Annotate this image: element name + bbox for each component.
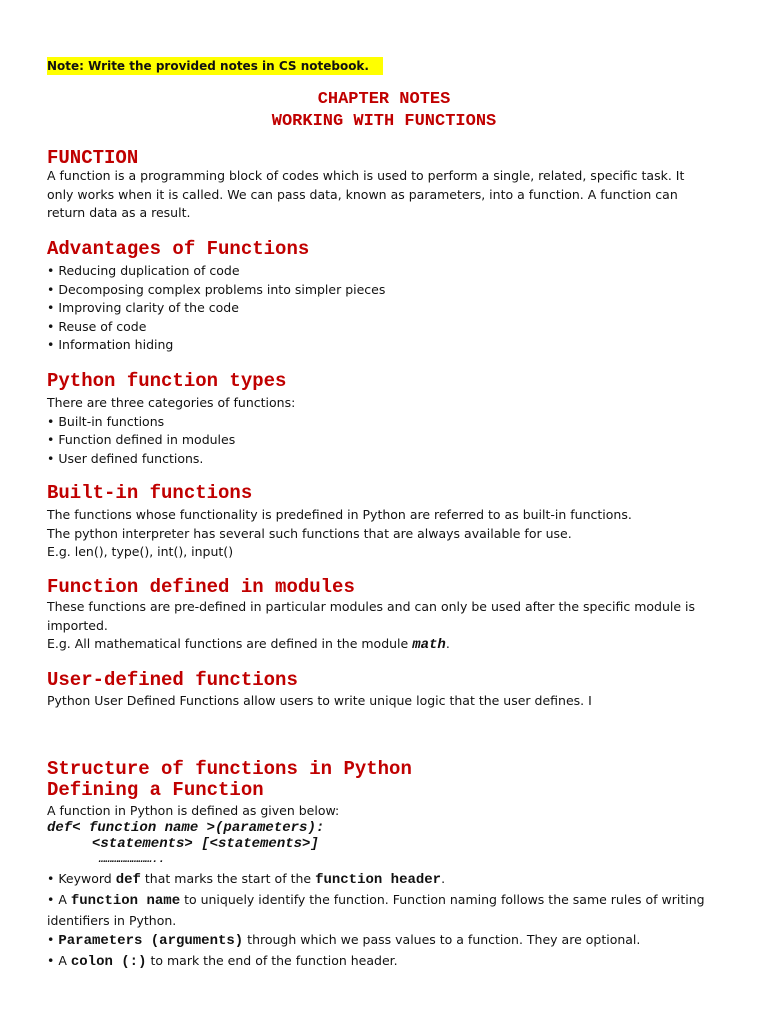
bullet-text: to mark the end of the function header.: [146, 953, 398, 968]
bullet-text: • Keyword: [47, 871, 116, 886]
heading-advantages: Advantages of Functions: [47, 238, 310, 260]
note-highlight: Note: Write the provided notes in CS notebook.: [47, 57, 383, 75]
builtin-example: E.g. len(), type(), int(), input(): [47, 544, 234, 559]
list-item: • Information hiding: [47, 337, 174, 352]
builtin-line: The functions whose functionality is predefined in Python are referred to as built-in functions.: [47, 507, 632, 522]
chapter-subtitle: WORKING WITH FUNCTIONS: [271, 112, 497, 131]
heading-function-types: Python function types: [47, 370, 287, 392]
modules-example: [47, 635, 707, 655]
heading-user-defined: User-defined functions: [47, 669, 298, 691]
list-item: • Reuse of code: [47, 318, 147, 334]
bullet-text: through which we pass values to a function. They are optional.: [243, 932, 641, 947]
bullet-function-name: [47, 890, 707, 930]
bullet-text: .: [441, 871, 446, 886]
bullet-text: •: [47, 932, 59, 947]
heading-structure: Structure of functions in Python: [47, 758, 412, 780]
builtin-text: [47, 506, 707, 562]
heading-builtin: Built-in functions: [47, 482, 253, 504]
bullet-text: • A: [47, 892, 71, 907]
modules-line: These functions are pre-defined in particular modules and can only be used after the specific module is imported.: [47, 599, 696, 633]
colon-code: colon (:): [70, 954, 147, 970]
bullet-colon: [47, 951, 707, 972]
structure-intro: A function in Python is defined as given below:: [47, 803, 340, 818]
code-line-def: def< function name >(parameters):: [47, 820, 325, 836]
heading-function: FUNCTION: [47, 147, 139, 169]
bullet-text: that marks the start of the: [140, 871, 316, 886]
list-item: • Built-in functions: [47, 413, 165, 429]
bullet-keyword: [47, 869, 707, 890]
list-item: • Function defined in modules: [47, 432, 236, 447]
list-item: • Reducing duplication of code: [47, 263, 240, 278]
bullet-parameters: [47, 930, 707, 951]
user-defined-text: Python User Defined Functions allow users to write unique logic that the user defines. I: [47, 693, 592, 708]
modules-text: [47, 598, 707, 655]
function-definition: A function is a programming block of codes which is used to perform a single, related, specific task. It only works when it is called. We can pass data, known as parameters, into a function. A function can return data as a result.: [47, 168, 685, 220]
function-name-code: function name: [70, 893, 181, 909]
math-code: math: [412, 637, 446, 653]
heading-modules: Function defined in modules: [47, 576, 355, 598]
parameters-code: Parameters (arguments): [58, 933, 244, 949]
list-item: • Improving clarity of the code: [47, 300, 239, 315]
bullet-text: to uniquely identify the function. Function naming follows the same rules of writing identifiers in Python.: [47, 892, 705, 928]
list-item: • User defined functions.: [47, 450, 204, 466]
code-line-statements: <statements> [<statements>]: [92, 836, 319, 852]
list-item: • Decomposing complex problems into simpler pieces: [47, 281, 386, 297]
def-code: def: [115, 872, 141, 888]
modules-example-end: .: [445, 636, 450, 651]
chapter-title: CHAPTER NOTES: [317, 90, 451, 109]
advantages-list: [47, 262, 707, 355]
structure-bullets: [47, 869, 707, 972]
heading-defining: Defining a Function: [47, 779, 264, 801]
function-header-code: function header: [315, 872, 442, 888]
modules-example-text: E.g. All mathematical functions are defined in the module: [47, 636, 413, 651]
bullet-text: • A: [47, 953, 71, 968]
builtin-line: The python interpreter has several such functions that are always available for use.: [47, 525, 572, 541]
types-intro: There are three categories of functions:: [47, 395, 296, 410]
types-list: [47, 394, 707, 468]
code-line-ellipsis: ……………………..: [99, 854, 166, 866]
